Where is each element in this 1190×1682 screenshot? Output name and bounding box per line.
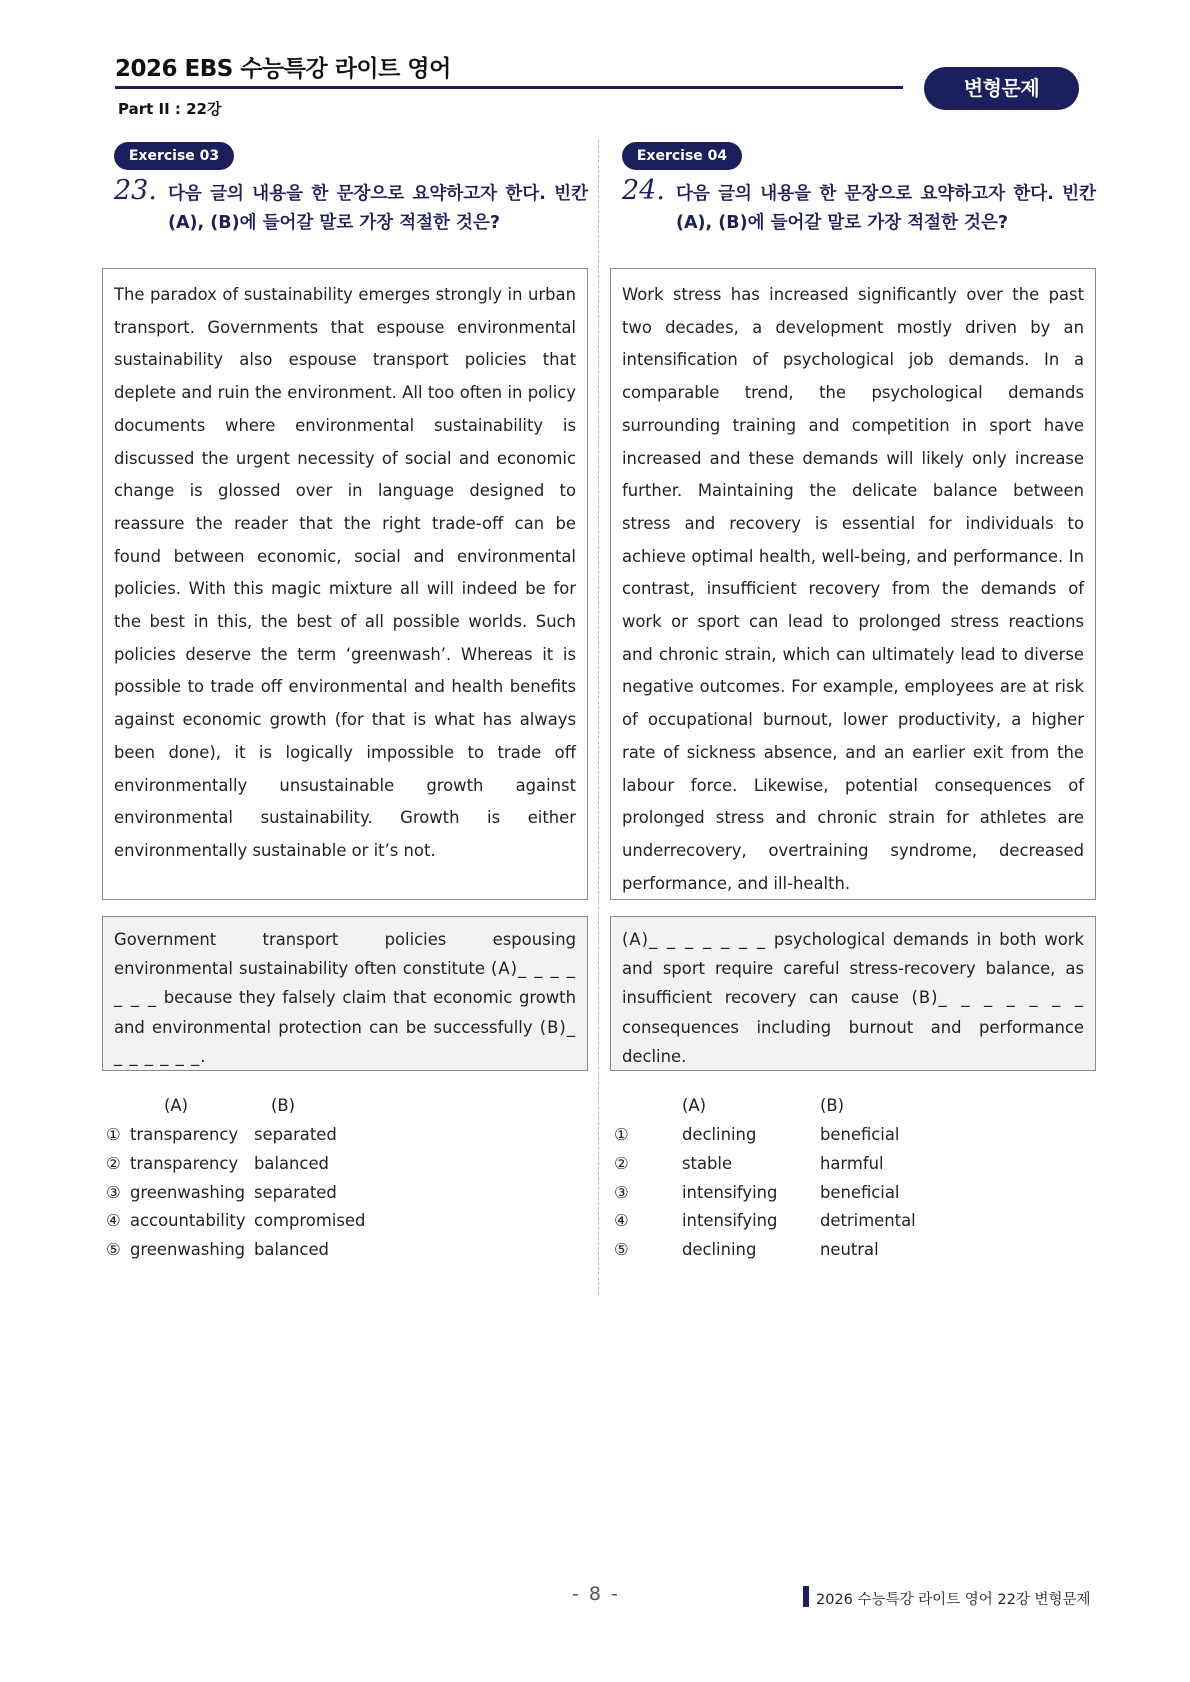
choice-b: beneficial [820, 1125, 900, 1144]
choice-3[interactable] [614, 1178, 1092, 1207]
choice-2[interactable] [614, 1149, 1092, 1178]
choice-b: detrimental [820, 1211, 916, 1230]
choice-number: ② [614, 1154, 629, 1173]
choice-a: intensifying [682, 1211, 778, 1230]
summary-text: consequences including burnout and performance decline. [622, 1017, 1084, 1066]
choice-b: neutral [820, 1240, 879, 1259]
blank-b: (B)_ _ _ _ _ _ _ [911, 988, 1084, 1008]
question-prompt-line2: (A), (B)에 들어갈 말로 가장 적절한 것은? [168, 213, 500, 233]
choice-a: greenwashing [130, 1240, 246, 1259]
choice-2[interactable] [106, 1149, 584, 1178]
passage-box: The paradox of sustainability emerges strongly in urban transport. Governments that espouse environmental sustainability also espouse transport policies that deplete and ruin the environment. All too often in policy documents where environmental sustainability is discussed the urgent necessity of social and economic change is glossed over in language designed to reassure the reader that the right trade-off can be found between economic, social and environmental policies. With this magic mixture all will indeed be for the best in this, the best of all possible worlds. Such policies deserve the term ‘greenwash’. Whereas it is possible to trade off environmental and health benefits against economic growth (for that is what has always been done), it is logically impossible to trade off environmentally unsustainable growth against environmental sustainability. Growth is either environmentally sustainable or it’s not. [102, 268, 588, 900]
choice-number: ③ [106, 1183, 121, 1202]
question-prompt [676, 180, 1096, 238]
choice-b: harmful [820, 1154, 884, 1173]
question-number: 23. [114, 175, 157, 206]
choice-a: declining [682, 1125, 757, 1144]
exercise-label: Exercise 04 [622, 142, 742, 170]
summary-box [610, 916, 1096, 1071]
choice-1[interactable] [106, 1120, 584, 1149]
question-prompt-line1: 다음 글의 내용을 한 문장으로 요약하고자 한다. 빈칸 [676, 184, 1096, 204]
choice-b: separated [254, 1125, 337, 1144]
choice-b: compromised [254, 1211, 366, 1230]
summary-box [102, 916, 588, 1071]
summary-text: . [200, 1046, 206, 1066]
blank-b: (B)_ _ _ _ _ _ _ [114, 1017, 576, 1066]
choice-number: ④ [614, 1211, 629, 1230]
choice-b: balanced [254, 1154, 329, 1173]
choice-b: balanced [254, 1240, 329, 1259]
choice-a: intensifying [682, 1183, 778, 1202]
footer-title: 2026 수능특강 라이트 영어 22강 변형문제 [816, 1592, 1091, 1608]
exercise-label: Exercise 03 [114, 142, 234, 170]
choice-number: ⑤ [614, 1240, 629, 1259]
choice-header-a: (A) [164, 1096, 189, 1115]
passage-box: Work stress has increased significantly over the past two decades, a development mostly driven by an intensification of psychological job demands. In a comparable trend, the psychological demands surrounding training and competition in sport have increased and these demands will likely only increase further. Maintaining the delicate balance between stress and recovery is essential for individuals to achieve optimal health, well-being, and performance. In contrast, insufficient recovery from the demands of work or sport can lead to prolonged stress reactions and chronic strain, which can ultimately lead to diverse negative outcomes. For example, employees are at risk of occupational burnout, lower productivity, a higher rate of sickness absence, and an earlier exit from the labour force. Likewise, potential consequences of prolonged stress and chronic strain for athletes are underrecovery, overtraining syndrome, decreased performance, and ill-health. [610, 268, 1096, 900]
choice-a: transparency [130, 1125, 239, 1144]
question-number: 24. [622, 175, 665, 206]
summary-text: psychological demands in both work and sport require careful stress-recovery balance, as insufficient recovery can cause [622, 930, 1084, 1008]
footer-accent-bar [803, 1586, 809, 1607]
choice-b: separated [254, 1183, 337, 1202]
document-title: 2026 EBS 수능특강 라이트 영어 [115, 56, 451, 82]
variant-badge: 변형문제 [924, 67, 1079, 110]
choice-a: greenwashing [130, 1183, 246, 1202]
choice-header-a: (A) [682, 1096, 707, 1115]
question-prompt-line1: 다음 글의 내용을 한 문장으로 요약하고자 한다. 빈칸 [168, 184, 588, 204]
blank-a: (A)_ _ _ _ _ _ _ [622, 930, 767, 949]
choice-number: ⑤ [106, 1240, 121, 1259]
choice-number: ④ [106, 1211, 121, 1230]
choice-number: ① [106, 1125, 121, 1144]
choice-number: ① [614, 1125, 629, 1144]
part-label: Part II : 22강 [118, 100, 222, 118]
blank-a: (A)_ _ _ _ _ _ _ [114, 959, 576, 1008]
choice-5[interactable] [106, 1235, 584, 1264]
choice-number: ③ [614, 1183, 629, 1202]
choice-number: ② [106, 1154, 121, 1173]
choice-5[interactable] [614, 1235, 1092, 1264]
choice-4[interactable] [614, 1206, 1092, 1235]
header-divider [115, 86, 903, 89]
choice-1[interactable] [614, 1120, 1092, 1149]
choice-a: accountability [130, 1211, 246, 1230]
choice-a: transparency [130, 1154, 239, 1173]
choice-a: declining [682, 1240, 757, 1259]
column-divider [598, 140, 599, 1295]
question-prompt [168, 180, 588, 238]
summary-text: Government transport policies espousing environmental sustainability often constitute [114, 930, 576, 979]
choice-b: beneficial [820, 1183, 900, 1202]
page-number: - 8 - [572, 1583, 620, 1605]
choice-header-b: (B) [820, 1096, 845, 1115]
choice-header-b: (B) [271, 1096, 296, 1115]
choice-4[interactable] [106, 1206, 584, 1235]
choice-3[interactable] [106, 1178, 584, 1207]
choice-a: stable [682, 1154, 733, 1173]
summary-text: because they falsely claim that economic growth and environmental protection can be successfully [114, 988, 576, 1037]
question-prompt-line2: (A), (B)에 들어갈 말로 가장 적절한 것은? [676, 213, 1008, 233]
